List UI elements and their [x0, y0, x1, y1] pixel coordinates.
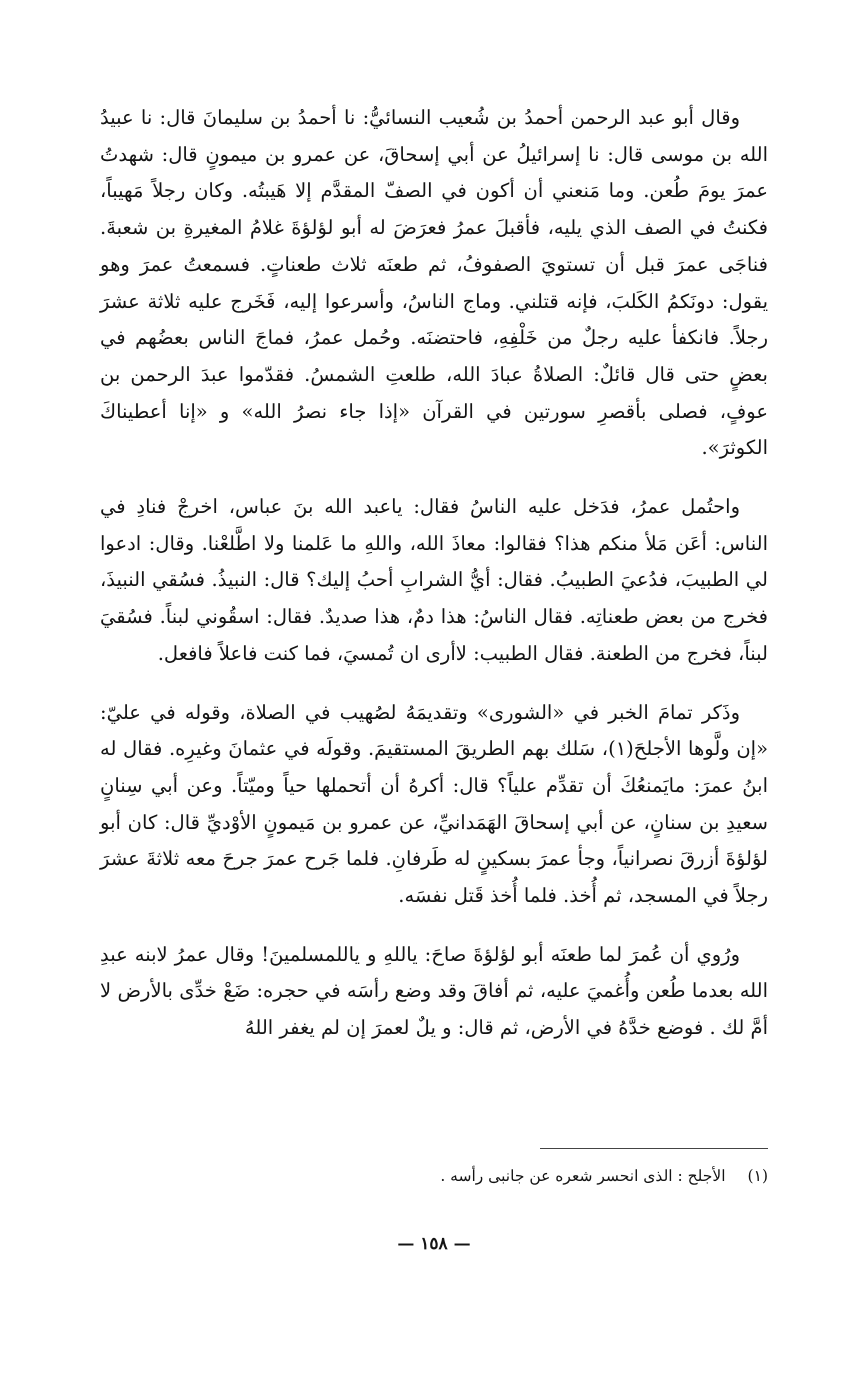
paragraph-4: ورُوي أن عُمرَ لما طعنَه أبو لؤلؤةَ صاحَ: ياللهِ و ياللمسلمينَ! وقال عمرُ لابنه عبدِ الله بعدما طُعن وأُغميَ عليه، ثم أفاقَ وقد وضع رأسَه في حجره: ضَعْ خدِّى بالأرض لا أمَّ لك . فوضع خدَّهُ في الأرض، ثم قال: و يلٌ لعمرَ إن لم يغفر اللهُ: [100, 942, 768, 1040]
page-number: — ١٥٨ —: [397, 1234, 471, 1254]
footnote-text: الأجلح : الذى انحسر شعره عن جانبى رأسه .: [440, 1167, 726, 1185]
footnote: [300, 1164, 768, 1188]
paragraph-1: وقال أبو عبد الرحمن أحمدُ بن شُعيب النسائيُّ: نا أحمدُ بن سليمانَ قال: نا عبيدُ الله بن موسى قال: نا إسرائيلُ عن أبي إسحاقَ، عن عمرو بن ميمونٍ قال: شهدتُ عمرَ يومَ طُعن. وما مَنعني أن أكون في الصفّ المقدَّم إلا هَيبتُه. وكان رجلاً مَهيباً، فكنتُ في الصف الذي يليه، فأقبلَ عمرُ فعرَضَ له أبو لؤلؤةَ غلامُ المغيرةِ بن شعبةَ. فناجَى عمرَ قبل أن تستويَ الصفوفُ، ثم طعنَه ثلاث طعناتٍ. فسمعتُ عمرَ وهو يقول: دونَكمُ الكَلبَ، فإنه قتلني. وماج الناسُ، وأسرعوا إليه، فَخَرج عليه ثلاثة عشرَ رجلاً. فانكفأ عليه رجلٌ من خَلْفِهِ، فاحتضنَه. وحُمل عمرُ، فماجَ الناس بعضُهم في بعضٍ حتى قال قائلٌ: الصلاةُ عبادَ الله، طلعتِ الشمسُ. فقدّموا عبدَ الرحمن بن عوفٍ، فصلى بأقصرِ سورتين في القرآن «إذا جاء نصرُ الله» و «إنا أعطيناكَ الكوثرَ».: [100, 106, 768, 460]
footnote-number: (١): [747, 1167, 768, 1185]
paragraph-3: وذَكر تمامَ الخبر في «الشورى» وتقديمَهُ لصُهيب في الصلاة، وقوله في عليّ: «إن ولَّوها الأجلحَ(١)، سَلك بهم الطريقَ المستقيمَ. وقولَه في عثمانَ وغيرِه. فقال له ابنُ عمرَ: مايَمنعُكَ أن تقدِّم علياً؟ قال: أكرهُ أن أتحملها حياً وميّتاً. وعن أبي سِنانٍ سعيدِ بن سنانٍ، عن أبي إسحاقَ الهَمَدانيِّ، عن عمرو بن مَيمونٍ الأوْديِّ قال: كان أبو لؤلؤةَ أزرقَ نصرانياً، وجأ عمرَ بسكينٍ له طَرفانِ. فلما جَرح عمرَ جرحَ معه ثلاثةَ عشرَ رجلاً في المسجد، ثم أُخذ. فلما أُخذ قَتل نفسَه.: [100, 700, 769, 908]
footnote-divider: [540, 1148, 768, 1149]
main-text: [100, 100, 768, 1047]
paragraph-2: واحتُمل عمرُ، فدَخل عليه الناسُ فقال: ياعبد الله بنَ عباس، اخرجْ فنادِ في الناس: أعَن مَلأ منكم هذا؟ فقالوا: معاذَ الله، واللهِ ما عَلمنا ولا اطَّلعْنا. وقال: ادعوا لي الطبيبَ، فدُعيَ الطبيبُ. فقال: أيُّ الشرابِ أحبُ إليك؟ قال: النبيذُ. فسُقي النبيذَ، فخرج من بعض طعناتِه. فقال الناسُ: هذا دمٌ، هذا صديدٌ. فقال: اسقُوني لبناً. فسُقيَ لبناً، فخرج من الطعنة. فقال الطبيب: لاأرى ان تُمسيَ، فما كنت فاعلاً فافعل.: [100, 495, 768, 665]
